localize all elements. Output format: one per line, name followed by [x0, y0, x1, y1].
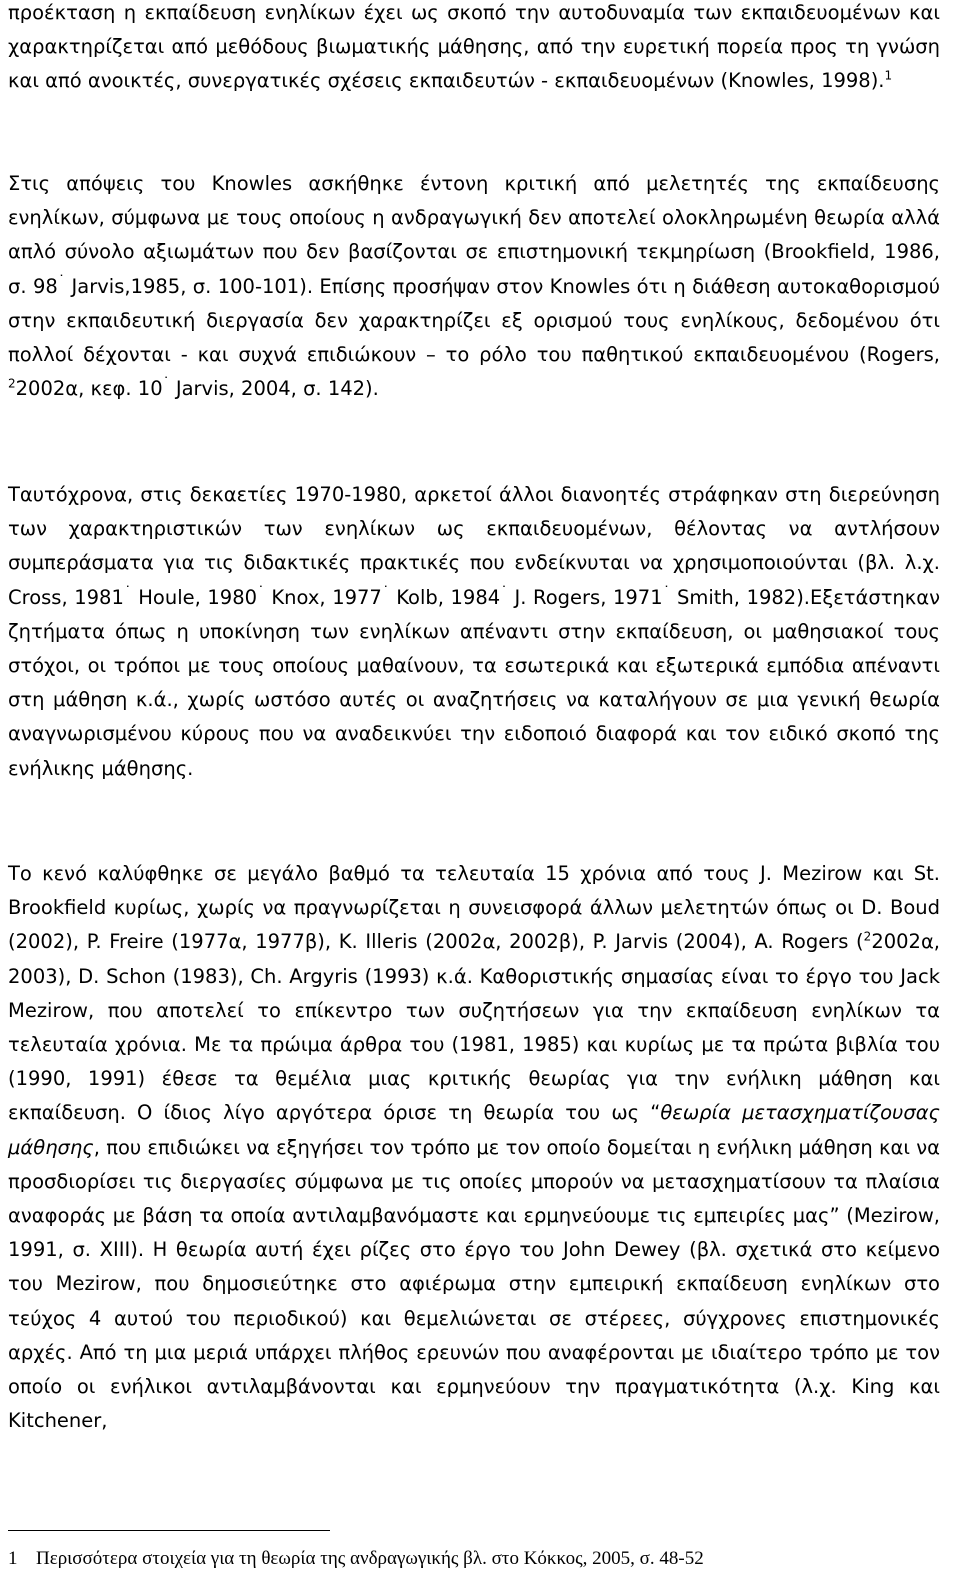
emphasized-term: θεωρία μετασχηματίζουσας μάθησης — [8, 1101, 940, 1159]
paragraph-3-text: J. Rogers, 1971 — [507, 585, 663, 609]
ano-teleia: ˙ — [381, 584, 390, 601]
paragraph-2-text: Στις απόψεις του Knowles ασκήθηκε έντονη κριτική από μελετητές της εκπαίδευσης ενηλίκων, σύμφωνα με τους οποίους η ανδραγωγική δεν αποτελεί ολοκληρωμένη θεωρία αλλά απλό σύνολο αξιωμάτων που δεν βασίζονται σε επιστημονική τεκμηρίωση (Brookfield, 1986, σ. 98 — [8, 172, 940, 298]
ano-teleia: ˙ — [123, 584, 132, 601]
footnote-number: 1 — [8, 1548, 18, 1569]
footnote — [8, 1547, 940, 1571]
paragraph-2 — [8, 167, 940, 406]
paragraph-4-text: Το κενό καλύφθηκε σε μεγάλο βαθμό τα τελευταία 15 χρόνια από τους J. Mezirow και St. Brookfield κυρίως, χωρίς να πραγνωρίζεται η συνεισφορά άλλων μελετητών όπως οι D. Boud (2002), P. Freire (1977α, 1977β), K. Illeris (2002α, 2002β), P. Jarvis (2004), A. Rogers ( — [8, 862, 940, 954]
superscript-edition: 2 — [8, 376, 16, 391]
paragraph-3-text: Knox, 1977 — [264, 585, 382, 609]
paragraph-3-text: Smith, 1982).Εξετάστηκαν ζητήματα όπως η υποκίνηση των ενηλίκων απέναντι στην εκπαίδευση, οι μαθησιακοί τους στόχοι, οι τρόποι με τους οποίους μαθαίνουν, τα εσωτερικά και εξωτερικά εμπόδια απέναντι στη μάθηση κ.ά., χωρίς ωστόσο αυτές οι αναζητήσεις να καταλήγουν σε μια γενική θεωρία αναγνωρισμένου κύρους που να αναδεικνύει την ειδοποιό διαφορά και τον ειδικό σκοπό της ενήλικης μάθησης. — [8, 585, 941, 780]
paragraph-3-text: Kolb, 1984 — [389, 585, 501, 609]
paragraph-3-text: Ταυτόχρονα, στις δεκαετίες 1970-1980, αρκετοί άλλοι διανοητές στράφηκαν στη διερεύνηση των χαρακτηριστικών των ενηλίκων ως εκπαιδευομένων, θέλοντας να αντλήσουν συμπεράσματα για τις διδακτικές πρακτικές που ενδείκνυται να χρησιμοποιούνται (βλ. λ.χ. Cross, 1981 — [8, 483, 940, 609]
paragraph-4-text: 2002α, 2003), D. Schon (1983), Ch. Argyris (1993) κ.ά. Καθοριστικής σημασίας είναι το έργο του Jack Mezirow, που αποτελεί το επίκεντρο των συζητήσεων για την εκπαίδευση ενηλίκων τα τελευταία χρόνια. Με τα πρώιμα άρθρα του (1981, 1985) και κυρίως με τα πρώτα βιβλία του (1990, 1991) έθεσε τα θεμέλια μιας κριτικής θεωρίας για την ενήλικη μάθηση και εκπαίδευση. Ο ίδιος λίγο αργότερα όρισε τη θεωρία του ως “ — [8, 930, 940, 1125]
footnote-separator — [8, 1530, 330, 1531]
paragraph-2-text: Jarvis, 2004, σ. 142). — [169, 377, 379, 401]
ano-teleia: ˙ — [162, 375, 170, 392]
ano-teleia: ˙ — [57, 273, 66, 290]
paragraph-3-text: Houle, 1980 — [131, 585, 258, 609]
ano-teleia: ˙ — [257, 584, 265, 601]
paragraph-4-text: , που επιδιώκει να εξηγήσει τον τρόπο με τον οποίο δομείται η ενήλικη μάθηση και να προσδιορίσει τις διεργασίες σύμφωνα με τις οποίες μπορούν να μετασχηματίσουν τα πλαίσια αναφοράς με βάση τα οποία αντιλαμβανόμαστε και ερμηνεύουμε τις εμπειρίες μας” (Mezirow, 1991, σ. XIII). Η θεωρία αυτή έχει ρίζες στο έργο του John Dewey (βλ. σχετικά στο κείμενο του Mezirow, που δημοσιεύτηκε στο αφιέρωμα στην εμπειρική εκπαίδευση ενηλίκων στο τεύχος 4 αυτού του περιοδικού) και θεμελιώνεται σε στέρεες, σύγχρονες επιστημονικές αρχές. Από τη μια μεριά υπάρχει πλήθος ερευνών που αναφέρονται με ιδιαίτερο τρόπο με τον οποίο οι ενήλικοι αντιλαμβάνονται και ερμηνεύουν την πραγματικότητα (λ.χ. King και Kitchener, — [8, 1135, 940, 1433]
superscript-edition: 2 — [863, 929, 872, 944]
paragraph-1 — [8, 0, 940, 99]
ano-teleia: ˙ — [662, 584, 671, 601]
paragraph-2-text: 2002α, κεφ. 10 — [15, 377, 163, 401]
paragraph-4 — [8, 857, 940, 1438]
footnote-text: Περισσότερα στοιχεία για τη θεωρία της ανδραγωγικής βλ. στο Κόκκος, 2005, σ. 48-52 — [36, 1548, 704, 1569]
ano-teleia: ˙ — [500, 584, 508, 601]
footnote-reference[interactable]: 1 — [884, 68, 893, 83]
paragraph-2-text: Jarvis,1985, σ. 100-101). Επίσης προσήψαν στον Knowles ότι η διάθεση αυτοκαθορισμού στην εκπαιδευτική διεργασία δεν χαρακτηρίζει εξ ορισμού τους ενηλίκους, δεδομένου ότι πολλοί δέχονται - και συχνά επιδιώκουν – το ρόλο του παθητικού εκπαιδευομένου (Rogers, — [8, 274, 940, 367]
paragraph-3 — [8, 478, 940, 786]
paragraph-1-text: προέκταση η εκπαίδευση ενηλίκων έχει ως σκοπό την αυτοδυναμία των εκπαιδευομένων και χαρακτηρίζεται από μεθόδους βιωματικής μάθησης, από την ευρετική πορεία προς τη γνώση και από ανοικτές, συνεργατικές σχέσεις εκπαιδευτών - εκπαιδευομένων (Knowles, 1998). — [8, 1, 940, 93]
